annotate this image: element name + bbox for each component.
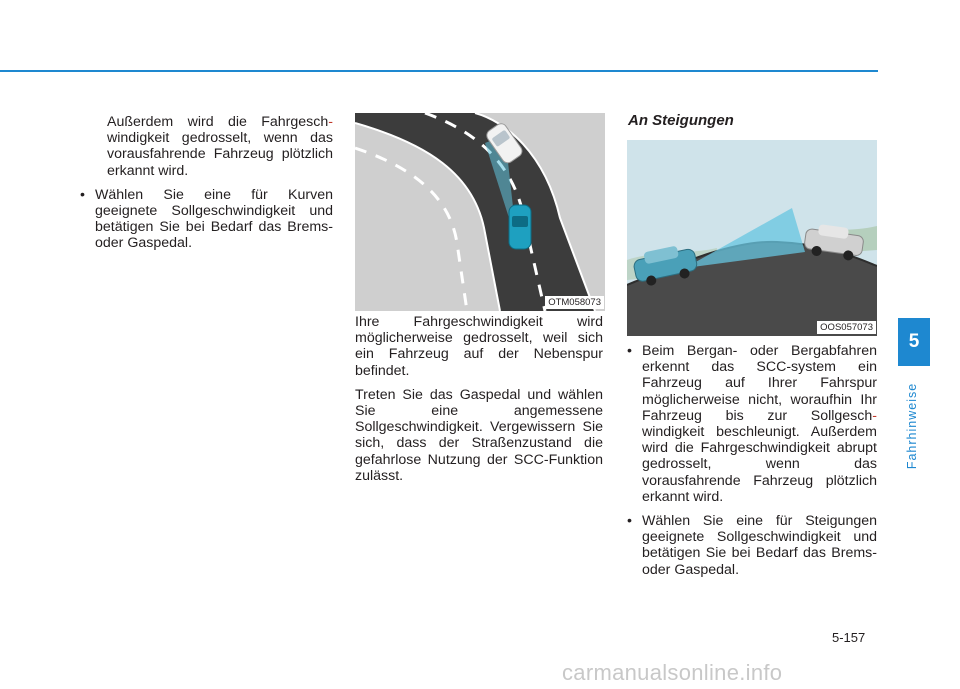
header-rule (0, 70, 878, 72)
figure-label: OTM058073 (545, 296, 604, 309)
curved-road-illustration (355, 113, 605, 311)
right-column (627, 343, 877, 586)
chapter-label: Fahrhinweise (905, 382, 919, 470)
figure-slope (627, 140, 877, 336)
chapter-tab[interactable]: 5 (898, 318, 930, 366)
right-bullet-speed: • Wählen Sie eine für Steigungen geeignete Sollgeschwindigkeit und betätigen Sie bei Bedarf das Brems- oder Gaspedal. (627, 513, 877, 578)
middle-paragraph-1: Ihre Fahrgeschwindigkeit wird möglicherweise gedrosselt, weil sich ein Fahrzeug auf der Nebenspur befindet. (355, 314, 603, 379)
right-bullet-slope: • Beim Bergan- oder Bergabfahren erkennt das SCC-system ein Fahrzeug auf Ihrer Fahrspur möglicherweise nicht, woraufhin Ihr Fahrzeug bis zur Sollgesch-windigkeit beschleunigt. Außerdem wird die Fahrgeschwindigkeit abrupt gedrosselt, wenn das vorausfahrende Fahrzeug plötzlich erkannt wird. (627, 343, 877, 505)
page-number: 5-157 (832, 630, 866, 645)
left-column (80, 114, 333, 260)
middle-paragraph-2: Treten Sie das Gaspedal und wählen Sie eine angemessene Sollgeschwindigkeit. Vergewissern Sie sich, dass der Straßenzustand die gefahrlose Nutzung der SCC-Funktion zulässt. (355, 386, 603, 484)
watermark: carmanualsonline.info (562, 660, 783, 685)
left-bullet-curves: • Wählen Sie eine für Kurven geeignete Sollgeschwindigkeit und betätigen Sie bei Bedarf das Brems- oder Gaspedal. (80, 186, 333, 252)
left-paragraph: Außerdem wird die Fahrgesch-windigkeit gedrosselt, wenn das vorausfahrende Fahrzeug plötzlich erkannt wird. (107, 114, 333, 179)
section-heading: An Steigungen (628, 112, 734, 129)
slope-illustration (627, 140, 877, 336)
figure-label: OOS057073 (817, 321, 876, 334)
middle-column (355, 314, 603, 492)
figure-curved-road (355, 113, 605, 311)
